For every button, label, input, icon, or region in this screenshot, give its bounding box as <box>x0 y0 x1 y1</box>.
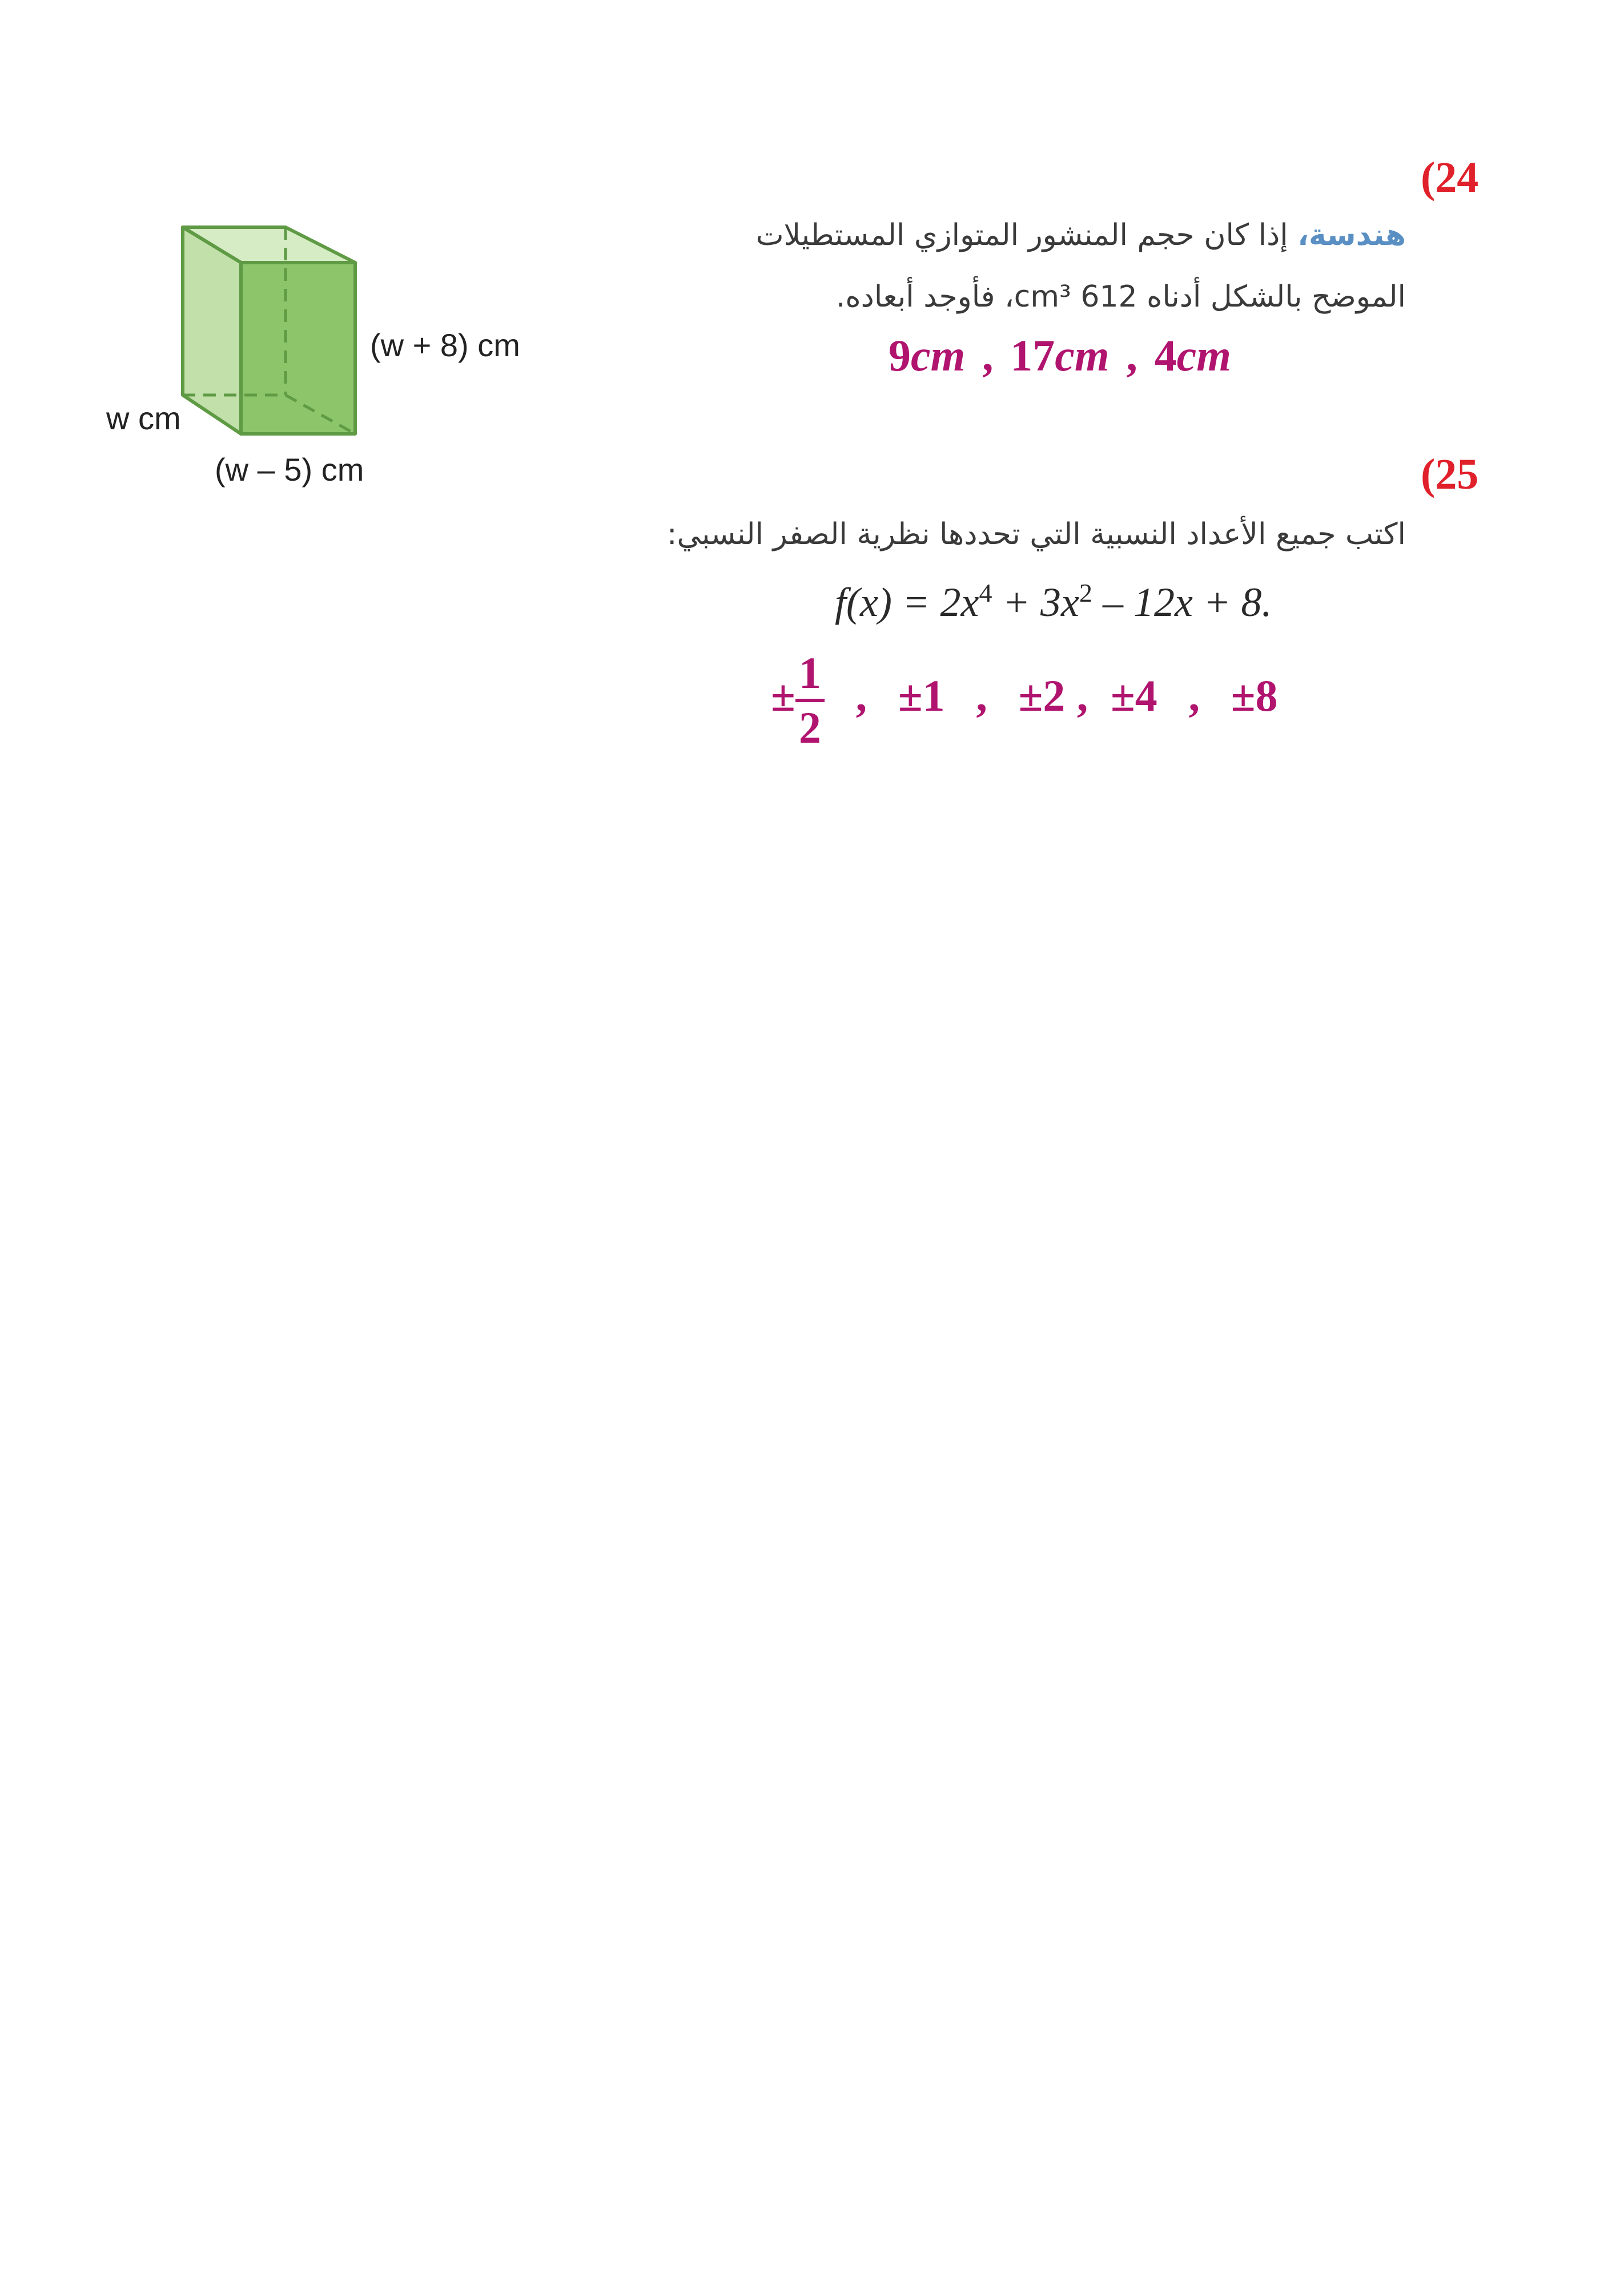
problem-number-24: (24 <box>1421 154 1479 202</box>
polynomial-formula <box>835 578 1272 626</box>
formula-mid: + 3x <box>992 579 1080 625</box>
answer-separator: , <box>982 331 994 380</box>
answer-dimension-2: 17 <box>1010 331 1055 380</box>
formula-rhs: – 12x + 8. <box>1092 579 1272 625</box>
answer-value-3: ±4 <box>1110 670 1157 720</box>
answer-value-1: ±1 <box>898 670 945 720</box>
problem-24-text-line1 <box>756 218 1406 252</box>
answer-separator: , <box>1188 670 1200 720</box>
answer-value-2: ±2 <box>1018 670 1066 720</box>
problem-25-answer <box>771 648 1278 752</box>
problem-24-answer <box>889 330 1231 381</box>
prism-front-face <box>241 263 355 434</box>
answer-separator: , <box>976 670 987 720</box>
answer-plus-minus: ± <box>771 670 795 720</box>
answer-unit-3: cm <box>1176 331 1231 380</box>
formula-lhs: f(x) = 2x <box>835 579 979 625</box>
answer-separator: , <box>855 670 867 720</box>
fraction-numerator: 1 <box>795 651 825 702</box>
formula-exponent-1: 4 <box>979 578 992 607</box>
problem-number-25: (25 <box>1421 450 1479 498</box>
problem-24-line1: إذا كان حجم المنشور المتوازي المستطيلات <box>755 218 1288 252</box>
answer-separator: , <box>1076 670 1088 720</box>
fraction-denominator: 2 <box>798 703 821 752</box>
answer-separator: , <box>1126 331 1137 380</box>
answer-unit-1: cm <box>911 331 966 380</box>
prism-depth-label: w cm <box>106 400 181 436</box>
answer-value-4: ±8 <box>1231 670 1278 720</box>
rectangular-prism-figure <box>171 217 377 445</box>
answer-dimension-1: 9 <box>889 331 911 380</box>
answer-fraction <box>795 648 825 752</box>
problem-25-instruction: اكتب جميع الأعداد النسبية التي تحددها نظرية الصفر النسبي: <box>667 517 1406 551</box>
prism-width-label: (w – 5) cm <box>215 452 364 488</box>
prism-height-label: (w + 8) cm <box>370 327 520 363</box>
problem-24-text-line2: الموضح بالشكل أدناه 612 cm³، فأوجد أبعاده. <box>835 280 1406 314</box>
answer-dimension-3: 4 <box>1154 331 1177 380</box>
answer-unit-2: cm <box>1055 331 1110 380</box>
formula-exponent-2: 2 <box>1079 578 1093 607</box>
topic-label: هندسة، <box>1297 218 1406 252</box>
prism-side-face <box>183 227 241 434</box>
